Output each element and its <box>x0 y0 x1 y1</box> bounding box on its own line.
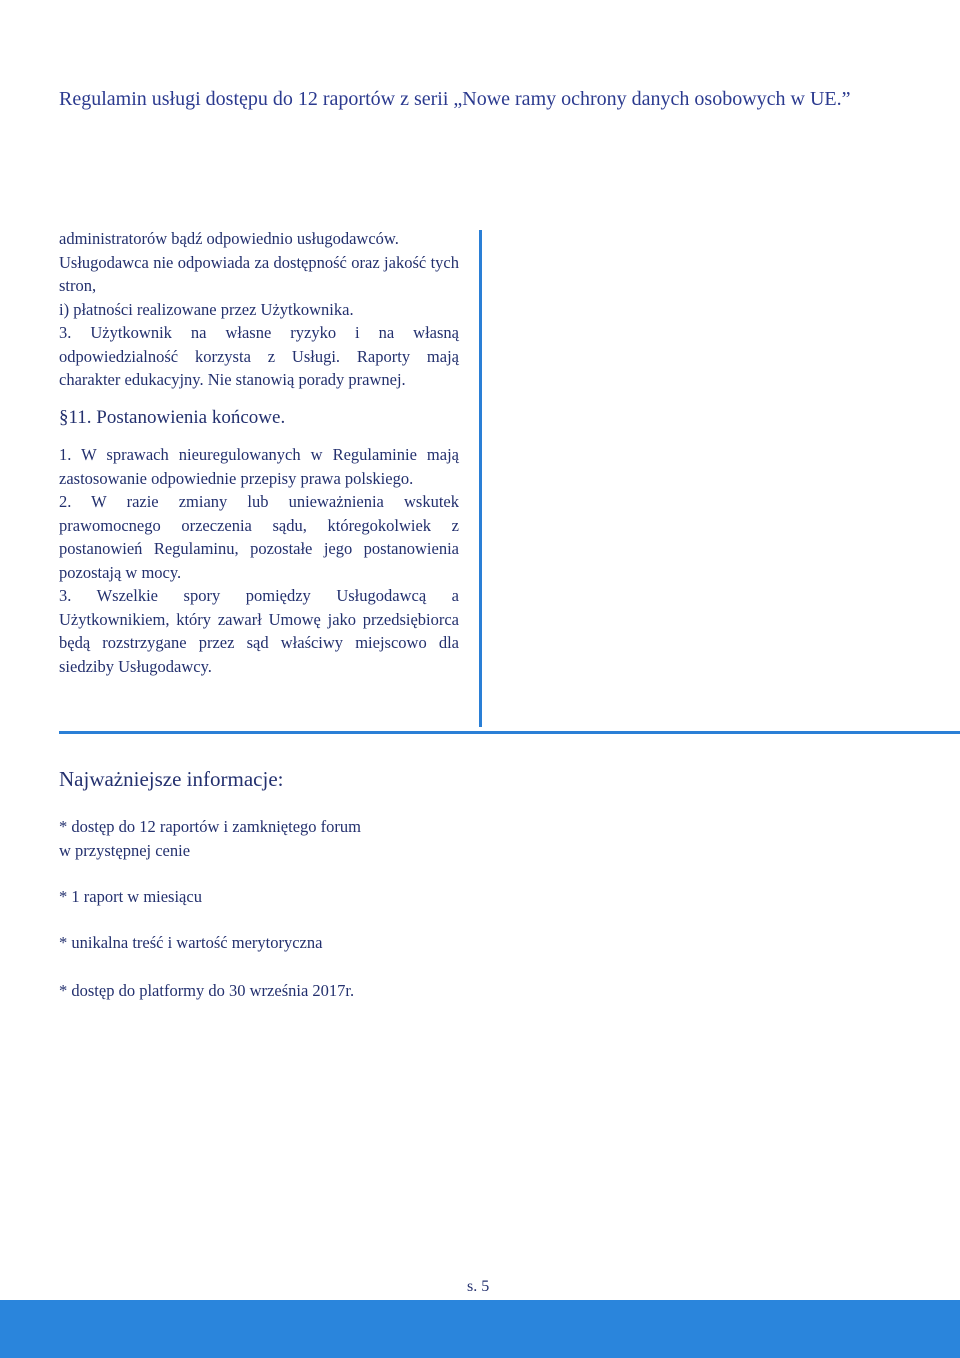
section-divider <box>59 731 960 734</box>
section-title: §11. Postanowienia końcowe. <box>59 406 286 428</box>
paragraph-line: 3. Użytkownik na własne ryzyko i na własną odpowiedzialność korzysta z Usługi. Raporty mają charakter edukacyjny. Nie stanowią porady prawnej. <box>59 323 459 389</box>
regulation-item: 3. Wszelkie spory pomiędzy Usługodawcą a Użytkownikiem, który zawarł Umowę jako przedsiębiorca będą rozstrzygane przez sąd właściwy miejscowo dla siedziby Usługodawcy. <box>59 586 459 676</box>
footer-band <box>0 1300 960 1358</box>
column-divider <box>479 230 482 727</box>
regulation-item: 2. W razie zmiany lub unieważnienia wskutek prawomocnego orzeczenia sądu, któregokolwiek z postanowień Regulaminu, pozostałe jego postanowienia pozostają w mocy. <box>59 492 459 582</box>
info-item: w przystępnej cenie <box>59 841 191 860</box>
page-number: s. 5 <box>467 1278 490 1295</box>
regulation-item: 1. W sprawach nieuregulowanych w Regulaminie mają zastosowanie odpowiednie przepisy prawa polskiego. <box>59 445 459 488</box>
top-bar <box>0 0 960 57</box>
info-item: * 1 raport w miesiącu <box>59 887 202 906</box>
paragraph-line: administratorów bądź odpowiednio usługodawców. <box>59 229 399 248</box>
info-item: * unikalna treść i wartość merytoryczna <box>59 933 323 952</box>
paragraph-line: i) płatności realizowane przez Użytkownika. <box>59 299 354 319</box>
info-title: Najważniejsze informacje: <box>59 767 284 791</box>
info-item: * dostęp do 12 raportów i zamkniętego forum <box>59 817 361 836</box>
paragraph-line: Usługodawca nie odpowiada za dostępność oraz jakość tych stron, <box>59 252 459 295</box>
regulation-column <box>59 227 459 678</box>
info-item: * dostęp do platformy do 30 września 2017r. <box>59 981 355 1000</box>
document-header: Regulamin usługi dostępu do 12 raportów z serii „Nowe ramy ochrony danych osobowych w UE.” <box>59 88 851 110</box>
